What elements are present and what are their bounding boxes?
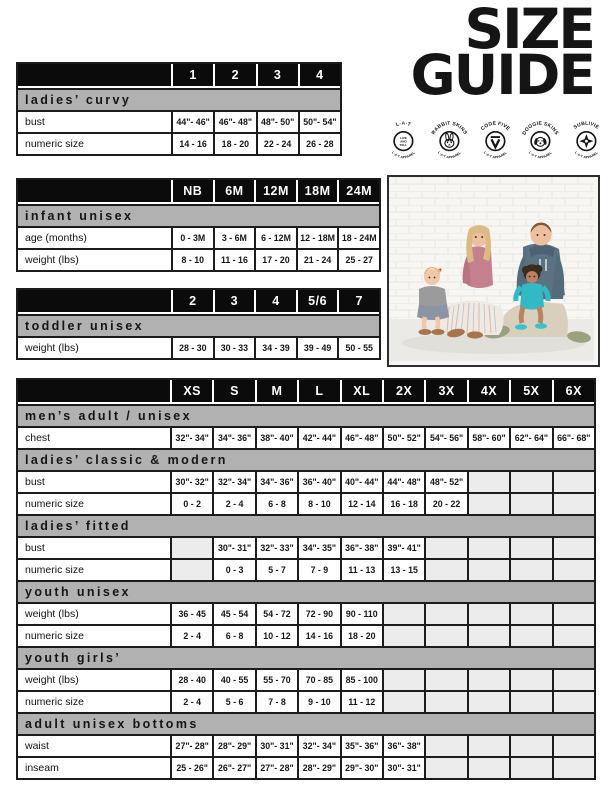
measurement-label: age (months) — [18, 228, 171, 248]
empty-size-cell — [469, 670, 509, 690]
size-value-cell: 13 - 15 — [384, 560, 424, 580]
size-column-header: 5/6 — [298, 290, 338, 312]
size-column-header: 6M — [215, 180, 255, 202]
measurement-label: chest — [18, 428, 170, 448]
size-value-cell: 48"- 52" — [426, 472, 466, 492]
empty-size-cell — [469, 692, 509, 712]
empty-size-cell — [511, 692, 551, 712]
empty-size-cell — [511, 758, 551, 778]
size-value-cell: 72 - 90 — [299, 604, 339, 624]
empty-size-cell — [511, 560, 551, 580]
empty-size-cell — [554, 472, 594, 492]
size-value-cell: 2 - 4 — [172, 692, 212, 712]
size-value-cell: 50"- 54" — [300, 112, 340, 132]
empty-size-cell — [554, 758, 594, 778]
empty-size-cell — [554, 626, 594, 646]
size-value-cell: 40"- 44" — [342, 472, 382, 492]
size-value-cell: 6 - 8 — [214, 626, 254, 646]
section-title-bar: youth unisex — [18, 582, 594, 604]
size-value-cell: 40 - 55 — [214, 670, 254, 690]
size-value-cell: 29"- 30" — [342, 758, 382, 778]
size-column-header: M — [257, 380, 297, 402]
size-header-row — [18, 290, 379, 314]
empty-size-cell — [511, 604, 551, 624]
measurement-row — [18, 134, 340, 154]
size-value-cell: 30"- 31" — [257, 736, 297, 756]
measurement-row — [18, 472, 594, 494]
size-header-row — [18, 380, 594, 404]
measurement-label: numeric size — [18, 626, 170, 646]
size-column-header: 5X — [511, 380, 551, 402]
section-title-bar: ladies’ fitted — [18, 516, 594, 538]
size-column-header: 18M — [298, 180, 338, 202]
size-table-adult-youth — [16, 378, 596, 780]
size-value-cell: 18 - 20 — [342, 626, 382, 646]
size-value-cell: 66"- 68" — [554, 428, 594, 448]
measurement-label: numeric size — [18, 560, 170, 580]
empty-size-cell — [511, 736, 551, 756]
title-line-1: SIZE — [464, 0, 594, 61]
size-value-cell: 26 - 28 — [300, 134, 340, 154]
empty-size-cell — [426, 604, 466, 624]
size-value-cell: 0 - 3 — [214, 560, 254, 580]
table-corner-cell — [18, 380, 170, 402]
size-guide-title — [410, 0, 595, 107]
size-value-cell: 12 - 18M — [298, 228, 338, 248]
size-column-header: NB — [173, 180, 213, 202]
measurement-label: numeric size — [18, 494, 170, 514]
size-column-header: 1 — [173, 64, 213, 86]
empty-size-cell — [554, 494, 594, 514]
size-value-cell: 90 - 110 — [342, 604, 382, 624]
size-value-cell: 32"- 33" — [257, 538, 297, 558]
size-column-header: 3X — [426, 380, 466, 402]
dog-icon — [519, 111, 562, 167]
empty-size-cell — [511, 626, 551, 646]
size-column-header: L — [299, 380, 339, 402]
size-value-cell: 28"- 29" — [299, 758, 339, 778]
svg-text:L·A·T: L·A·T — [395, 120, 412, 129]
table-corner-cell — [18, 180, 171, 202]
size-value-cell: 36"- 38" — [384, 736, 424, 756]
size-value-cell: 35"- 36" — [342, 736, 382, 756]
size-value-cell: 17 - 20 — [256, 250, 296, 270]
size-value-cell: 32"- 34" — [299, 736, 339, 756]
empty-size-cell — [469, 604, 509, 624]
size-value-cell: 58"- 60" — [469, 428, 509, 448]
size-value-cell: 44"- 46" — [173, 112, 213, 132]
measurement-row — [18, 250, 379, 270]
size-value-cell: 70 - 85 — [299, 670, 339, 690]
measurement-row — [18, 736, 594, 758]
empty-size-cell — [469, 626, 509, 646]
size-value-cell: 34"- 36" — [214, 428, 254, 448]
empty-size-cell — [469, 758, 509, 778]
empty-size-cell — [172, 538, 212, 558]
section-title-bar: men’s adult / unisex — [18, 404, 594, 428]
family-photo-illustration — [389, 177, 594, 361]
measurement-label: weight (lbs) — [18, 604, 170, 624]
section-title-bar: toddler unisex — [18, 314, 379, 338]
empty-size-cell — [554, 736, 594, 756]
section-title-bar: infant unisex — [18, 204, 379, 228]
measurement-label: numeric size — [18, 134, 171, 154]
size-value-cell: 5 - 7 — [257, 560, 297, 580]
size-value-cell: 30"- 31" — [384, 758, 424, 778]
measurement-row — [18, 626, 594, 648]
rabbit-icon — [428, 111, 471, 167]
empty-size-cell — [384, 604, 424, 624]
section-title-bar: adult unisex bottoms — [18, 714, 594, 736]
size-column-header: 4 — [256, 290, 296, 312]
measurement-label: bust — [18, 472, 170, 492]
measurement-row — [18, 338, 379, 358]
size-value-cell: 6 - 8 — [257, 494, 297, 514]
brand-badges-row — [382, 111, 608, 167]
empty-size-cell — [469, 538, 509, 558]
empty-size-cell — [554, 560, 594, 580]
size-value-cell: 34 - 39 — [256, 338, 296, 358]
size-value-cell: 2 - 4 — [172, 626, 212, 646]
size-value-cell: 36 - 45 — [172, 604, 212, 624]
size-value-cell: 30 - 33 — [215, 338, 255, 358]
measurement-label: bust — [18, 538, 170, 558]
size-value-cell: 0 - 2 — [172, 494, 212, 514]
empty-size-cell — [511, 538, 551, 558]
size-value-cell: 8 - 10 — [299, 494, 339, 514]
section-title-bar: ladies’ curvy — [18, 88, 340, 112]
size-column-header: S — [214, 380, 254, 402]
empty-size-cell — [511, 472, 551, 492]
size-column-header: 4X — [469, 380, 509, 402]
size-value-cell: 38"- 40" — [257, 428, 297, 448]
size-value-cell: 62"- 64" — [511, 428, 551, 448]
title-line-2: GUIDE — [410, 43, 594, 107]
empty-size-cell — [554, 670, 594, 690]
size-value-cell: 8 - 10 — [173, 250, 213, 270]
size-value-cell: 30"- 32" — [172, 472, 212, 492]
measurement-label: waist — [18, 736, 170, 756]
measurement-label: inseam — [18, 758, 170, 778]
size-value-cell: 0 - 3M — [173, 228, 213, 248]
svg-text:RABBIT SKINS: RABBIT SKINS — [430, 120, 468, 136]
size-value-cell: 46"- 48" — [215, 112, 255, 132]
size-value-cell: 11 - 12 — [342, 692, 382, 712]
size-value-cell: 54"- 56" — [426, 428, 466, 448]
size-header-row — [18, 64, 340, 88]
size-column-header: 3 — [215, 290, 255, 312]
empty-size-cell — [426, 736, 466, 756]
measurement-row — [18, 228, 379, 250]
measurement-row — [18, 670, 594, 692]
measurement-row — [18, 428, 594, 450]
empty-size-cell — [469, 560, 509, 580]
svg-text:L·A·T APPAREL: L·A·T APPAREL — [574, 150, 600, 160]
empty-size-cell — [426, 538, 466, 558]
size-value-cell: 46"- 48" — [342, 428, 382, 448]
size-value-cell: 42"- 44" — [299, 428, 339, 448]
size-value-cell: 36"- 40" — [299, 472, 339, 492]
empty-size-cell — [384, 626, 424, 646]
size-value-cell: 18 - 20 — [215, 134, 255, 154]
size-column-header: 2 — [173, 290, 213, 312]
size-value-cell: 28"- 29" — [214, 736, 254, 756]
size-value-cell: 2 - 4 — [214, 494, 254, 514]
measurement-row — [18, 112, 340, 134]
size-value-cell: 27"- 28" — [172, 736, 212, 756]
size-value-cell: 12 - 14 — [342, 494, 382, 514]
section-title-bar: ladies’ classic & modern — [18, 450, 594, 472]
size-value-cell: 39"- 41" — [384, 538, 424, 558]
size-value-cell: 55 - 70 — [257, 670, 297, 690]
svg-text:L·A·T APPAREL: L·A·T APPAREL — [528, 150, 554, 160]
size-header-row — [18, 180, 379, 204]
size-value-cell: 21 - 24 — [298, 250, 338, 270]
size-value-cell: 3 - 6M — [215, 228, 255, 248]
size-value-cell: 48"- 50" — [258, 112, 298, 132]
empty-size-cell — [426, 692, 466, 712]
size-column-header: 24M — [339, 180, 379, 202]
size-value-cell: 45 - 54 — [214, 604, 254, 624]
empty-size-cell — [469, 472, 509, 492]
svg-text:TELL: TELL — [399, 143, 408, 148]
size-table-ladies-curvy — [16, 62, 342, 156]
size-value-cell: 50 - 55 — [339, 338, 379, 358]
size-value-cell: 34"- 35" — [299, 538, 339, 558]
measurement-row — [18, 494, 594, 516]
size-value-cell: 50"- 52" — [384, 428, 424, 448]
size-value-cell: 9 - 10 — [299, 692, 339, 712]
size-column-header: 6X — [554, 380, 594, 402]
empty-size-cell — [172, 560, 212, 580]
size-value-cell: 5 - 6 — [214, 692, 254, 712]
svg-text:L·A·T APPAREL: L·A·T APPAREL — [482, 150, 508, 160]
size-column-header: 4 — [300, 64, 340, 86]
size-table-toddler-unisex — [16, 288, 381, 360]
size-value-cell: 54 - 72 — [257, 604, 297, 624]
lat-live-and-tell-badge-icon — [382, 111, 425, 167]
svg-text:LIVE: LIVE — [400, 136, 407, 140]
size-value-cell: 22 - 24 — [258, 134, 298, 154]
table-corner-cell — [18, 64, 171, 86]
empty-size-cell — [426, 626, 466, 646]
empty-size-cell — [469, 736, 509, 756]
family-photo — [387, 175, 600, 367]
empty-size-cell — [554, 604, 594, 624]
size-column-header: XL — [342, 380, 382, 402]
size-value-cell: 14 - 16 — [173, 134, 213, 154]
svg-text:SUBLIVIE: SUBLIVIE — [572, 120, 601, 131]
measurement-row — [18, 758, 594, 778]
size-value-cell: 25 - 26" — [172, 758, 212, 778]
size-column-header: 2 — [215, 64, 255, 86]
size-value-cell: 28 - 40 — [172, 670, 212, 690]
size-table-infant-unisex — [16, 178, 381, 272]
size-value-cell: 27"- 28" — [257, 758, 297, 778]
measurement-label: weight (lbs) — [18, 338, 171, 358]
svg-text:L·A·T APPAREL: L·A·T APPAREL — [436, 150, 462, 160]
empty-size-cell — [426, 758, 466, 778]
size-value-cell: 10 - 12 — [257, 626, 297, 646]
size-value-cell: 32"- 34" — [214, 472, 254, 492]
measurement-label: weight (lbs) — [18, 250, 171, 270]
measurement-row — [18, 538, 594, 560]
empty-size-cell — [554, 538, 594, 558]
measurement-label: numeric size — [18, 692, 170, 712]
size-column-header: 3 — [258, 64, 298, 86]
size-column-header: 12M — [256, 180, 296, 202]
size-value-cell: 20 - 22 — [426, 494, 466, 514]
size-value-cell: 6 - 12M — [256, 228, 296, 248]
size-value-cell: 14 - 16 — [299, 626, 339, 646]
size-value-cell: 7 - 8 — [257, 692, 297, 712]
empty-size-cell — [384, 692, 424, 712]
svg-text:L·A·T APPAREL: L·A·T APPAREL — [390, 150, 416, 160]
size-column-header: 2X — [384, 380, 424, 402]
size-value-cell: 18 - 24M — [339, 228, 379, 248]
size-value-cell: 44"- 48" — [384, 472, 424, 492]
size-value-cell: 11 - 13 — [342, 560, 382, 580]
sublivie-star-icon — [565, 111, 608, 167]
section-title-bar: youth girls’ — [18, 648, 594, 670]
size-value-cell: 25 - 27 — [339, 250, 379, 270]
measurement-row — [18, 604, 594, 626]
size-column-header: 7 — [339, 290, 379, 312]
size-value-cell: 85 - 100 — [342, 670, 382, 690]
empty-size-cell — [384, 670, 424, 690]
size-value-cell: 39 - 49 — [298, 338, 338, 358]
size-value-cell: 26"- 27" — [214, 758, 254, 778]
svg-text:CODE FIVE: CODE FIVE — [479, 120, 511, 133]
size-column-header: XS — [172, 380, 212, 402]
measurement-label: bust — [18, 112, 171, 132]
size-value-cell: 34"- 36" — [257, 472, 297, 492]
code-five-v-icon — [474, 111, 517, 167]
size-value-cell: 16 - 18 — [384, 494, 424, 514]
svg-text:DOGGIE SKINS: DOGGIE SKINS — [521, 120, 560, 137]
table-corner-cell — [18, 290, 171, 312]
empty-size-cell — [469, 494, 509, 514]
empty-size-cell — [511, 670, 551, 690]
size-value-cell: 32"- 34" — [172, 428, 212, 448]
empty-size-cell — [426, 670, 466, 690]
measurement-label: weight (lbs) — [18, 670, 170, 690]
measurement-row — [18, 560, 594, 582]
empty-size-cell — [554, 692, 594, 712]
empty-size-cell — [511, 494, 551, 514]
empty-size-cell — [426, 560, 466, 580]
size-value-cell: 7 - 9 — [299, 560, 339, 580]
svg-text:AND: AND — [400, 139, 407, 144]
measurement-row — [18, 692, 594, 714]
size-value-cell: 11 - 16 — [215, 250, 255, 270]
size-value-cell: 30"- 31" — [214, 538, 254, 558]
size-value-cell: 36"- 38" — [342, 538, 382, 558]
size-value-cell: 28 - 30 — [173, 338, 213, 358]
